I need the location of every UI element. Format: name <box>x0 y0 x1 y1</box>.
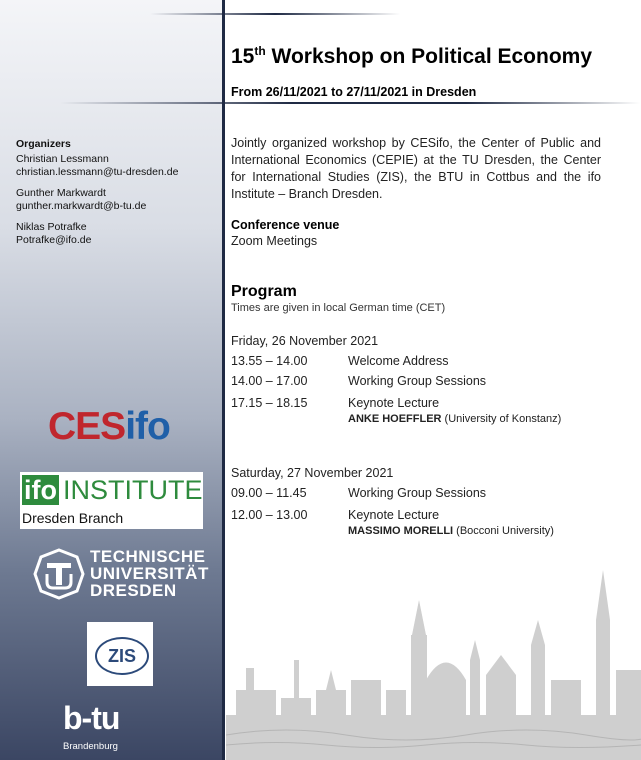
day-label: Friday, 26 November 2021 <box>231 334 379 348</box>
top-rule <box>150 13 400 15</box>
speaker-name: ANKE HOEFFLER <box>348 413 442 425</box>
program-event: Keynote Lecture <box>348 396 440 410</box>
organizer-name: Niklas Potrafke <box>16 221 87 233</box>
organizer <box>16 153 178 179</box>
organizer <box>16 221 178 247</box>
program-row <box>231 354 449 368</box>
program-time: 12.00 – 13.00 <box>231 508 308 522</box>
ifo-institute-logo: ifo INSTITUTE Dresden Branch <box>20 472 203 529</box>
organizers-heading: Organizers <box>16 138 71 150</box>
program-row <box>231 396 439 410</box>
cesifo-logo: CESifo <box>48 405 170 448</box>
venue-value: Zoom Meetings <box>231 234 318 248</box>
program-event: Working Group Sessions <box>348 374 487 388</box>
speaker-name: MASSIMO MORELLI <box>348 525 454 537</box>
program-time: 13.55 – 14.00 <box>231 354 308 368</box>
speaker-affiliation: (University of Konstanz) <box>441 413 562 425</box>
program-event: Working Group Sessions <box>348 486 487 500</box>
program-time: 09.00 – 11.45 <box>231 486 307 500</box>
program-row <box>231 486 486 500</box>
program-heading: Program <box>231 283 297 300</box>
organizer-name: Christian Lessmann <box>16 153 109 165</box>
event-dates: From 26/11/2021 to 27/11/2021 in Dresden <box>231 85 477 99</box>
program-time: 14.00 – 17.00 <box>231 374 308 388</box>
btu-logo: b-tu Brandenburg <box>63 700 120 752</box>
zis-logo: ZIS <box>87 622 153 686</box>
program-row <box>231 508 439 522</box>
program-time: 17.15 – 18.15 <box>231 396 308 410</box>
organizer-email[interactable]: gunther.markwardt@b-tu.de <box>16 200 147 212</box>
keynote-speaker <box>348 525 554 537</box>
page-title: 15th Workshop on Political Economy <box>231 44 593 68</box>
tu-seal-icon <box>33 548 85 600</box>
header-rule <box>60 102 640 104</box>
day-label: Saturday, 27 November 2021 <box>231 466 394 480</box>
intro-paragraph: Jointly organized workshop by CESifo, the Center of Public and International Economics (CEPIE) at the TU Dresden, the Center for International Studies (ZIS), the BTU in Cottbus and the ifo Institute – Branch Dresden. <box>231 136 601 201</box>
organizer-name: Gunther Markwardt <box>16 187 106 199</box>
organizer <box>16 187 178 213</box>
tu-dresden-logo: TECHNISCHE UNIVERSITÄT DRESDEN <box>33 546 213 606</box>
dresden-skyline-illustration <box>226 540 641 760</box>
keynote-speaker <box>348 413 561 425</box>
organizer-email[interactable]: christian.lessmann@tu-dresden.de <box>16 166 179 178</box>
organizer-email[interactable]: Potrafke@ifo.de <box>16 234 92 246</box>
venue-heading: Conference venue <box>231 218 340 232</box>
vertical-divider <box>222 0 225 760</box>
program-event: Keynote Lecture <box>348 508 440 522</box>
organizers-block <box>16 138 178 255</box>
program-event: Welcome Address <box>348 354 449 368</box>
program-note: Times are given in local German time (CET) <box>231 302 446 314</box>
speaker-affiliation: (Bocconi University) <box>453 525 554 537</box>
program-row <box>231 374 486 388</box>
